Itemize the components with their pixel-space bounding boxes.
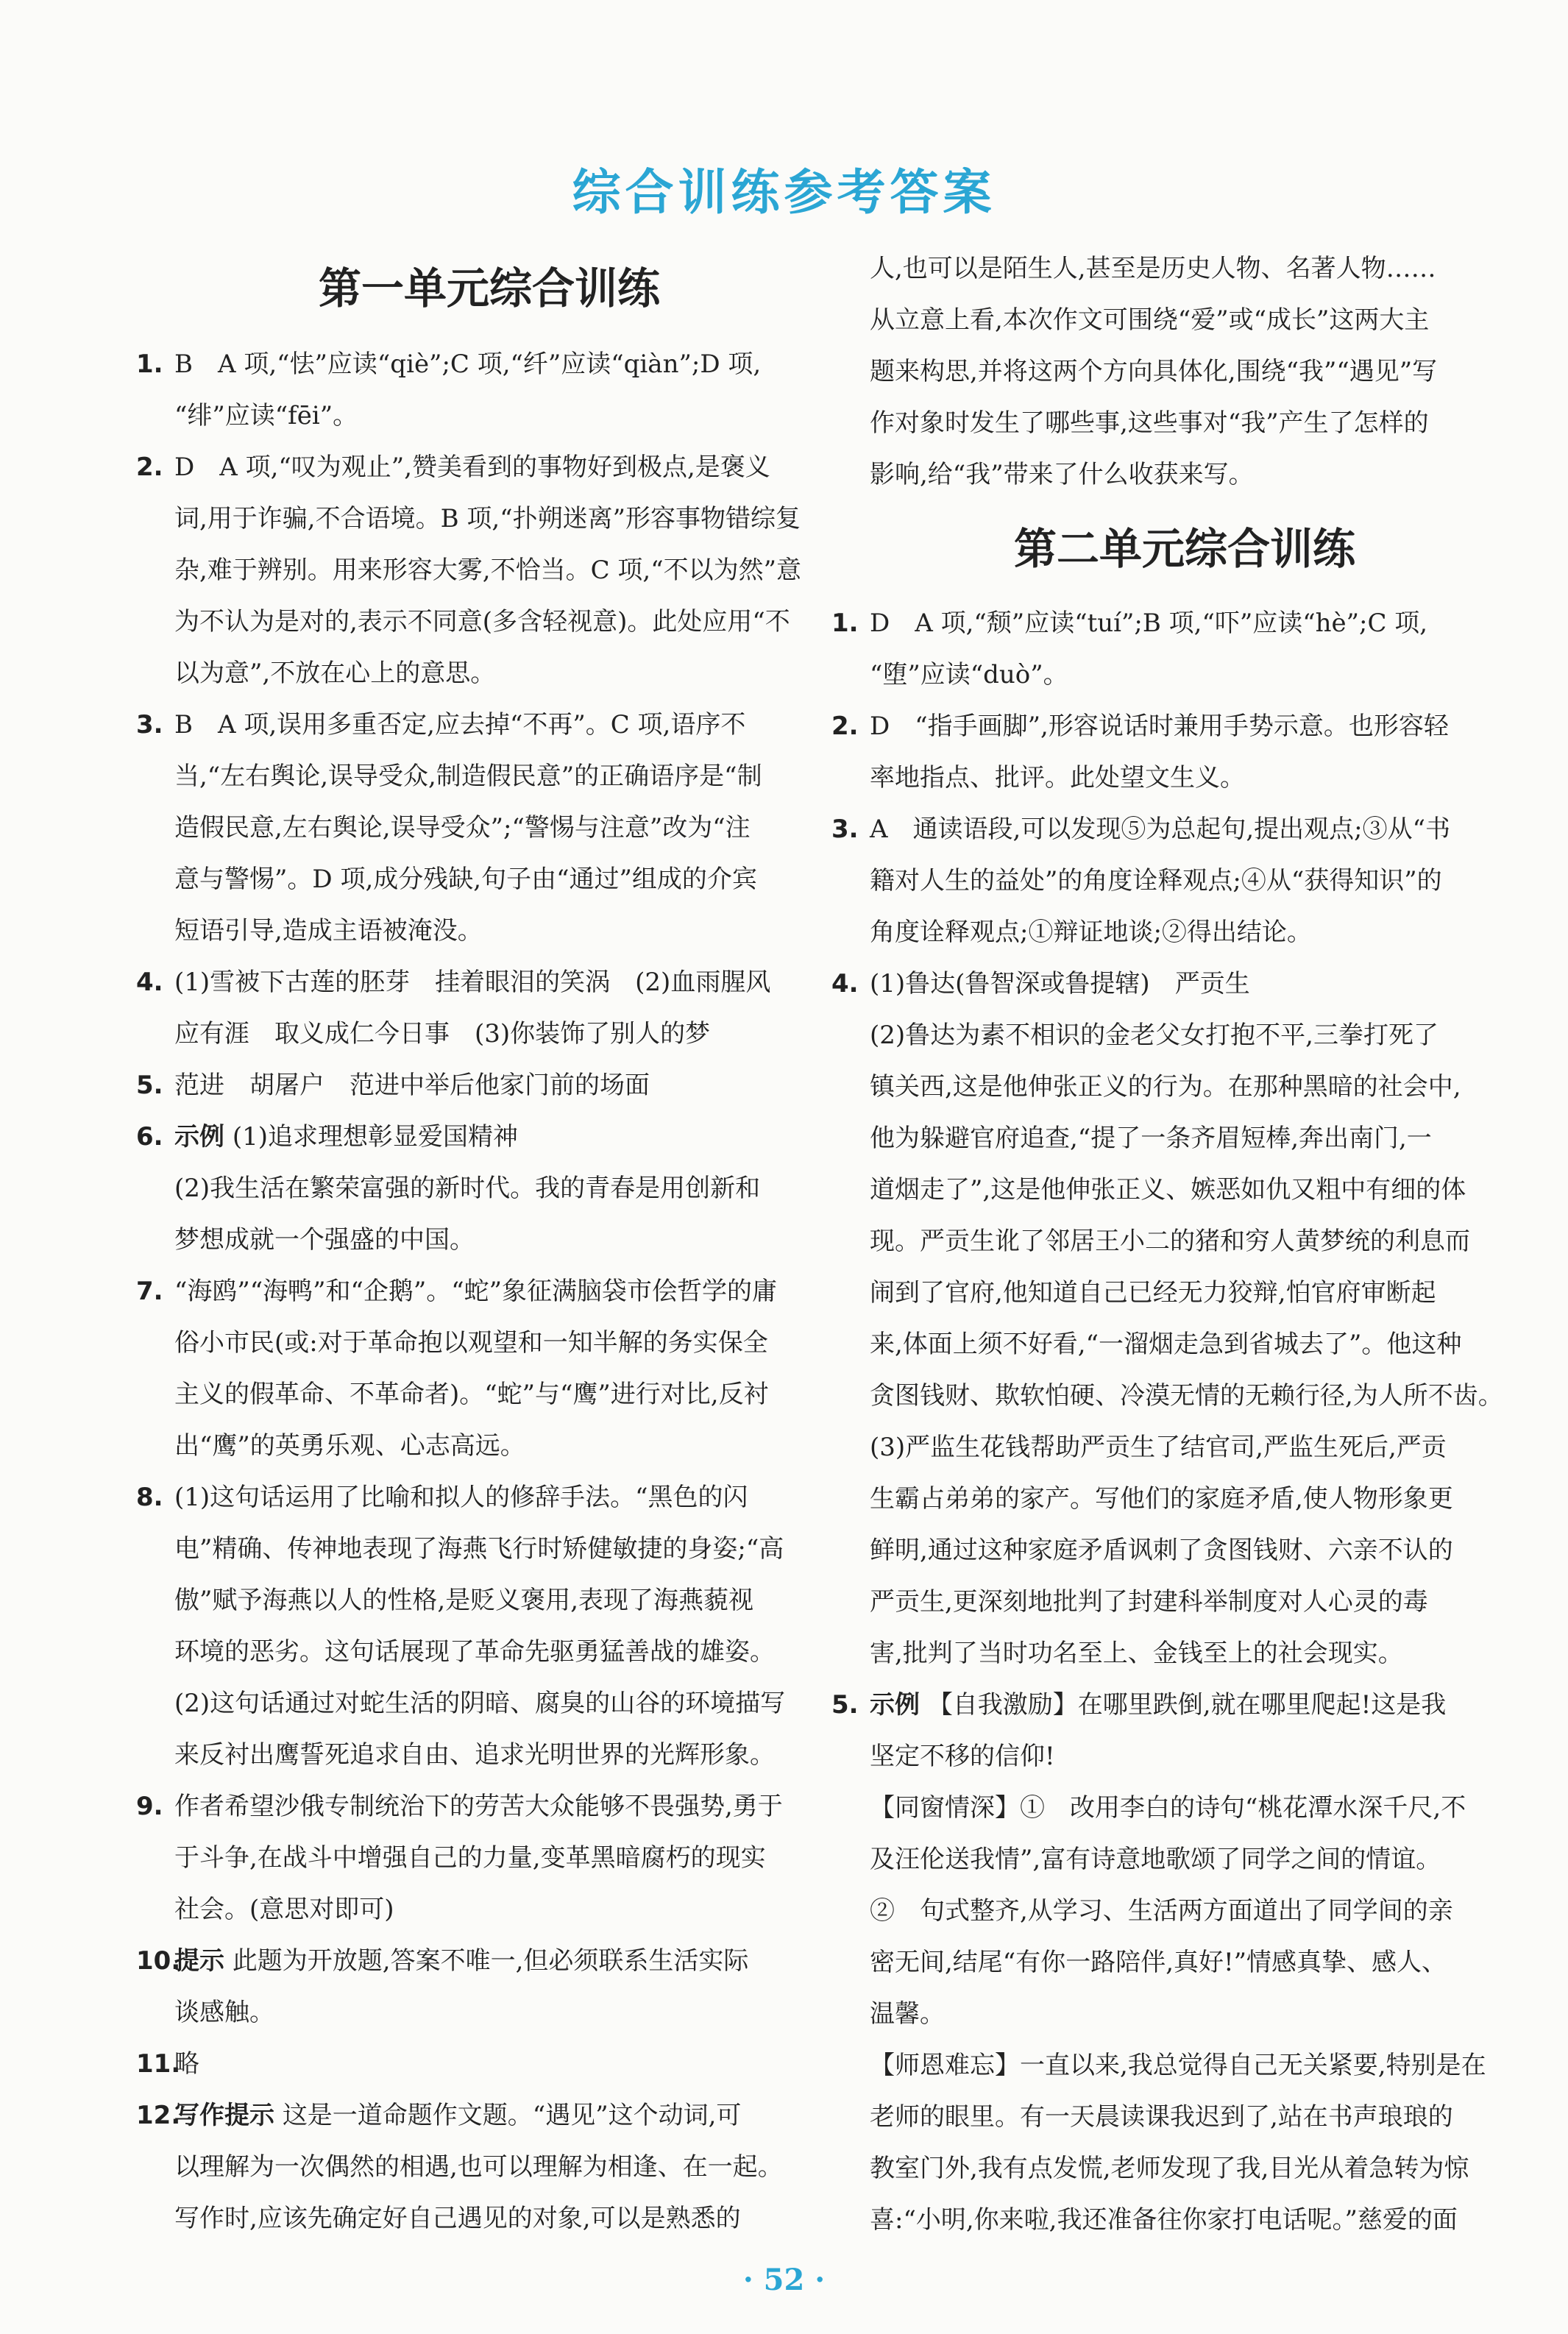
unit2-title: 第二单元综合训练 [1013, 524, 1355, 574]
answer-number: 3. [831, 815, 859, 844]
answer-line [174, 802, 842, 854]
answer-text: 坚定不移的信仰! [870, 1742, 1055, 1771]
answer-text: 【自我激励】在哪里跌倒,就在哪里爬起!这是我 [927, 1690, 1447, 1720]
answer-text: “堕”应读“duò”。 [870, 660, 1068, 689]
answer-line [174, 1111, 842, 1163]
answer-text: 道烟走了”,这是他伸张正义、嫉恶如仇又粗中有细的体 [870, 1175, 1466, 1205]
answer-line [174, 699, 842, 751]
answer-text: 于斗争,在战斗中增强自己的力量,变革黑暗腐朽的现实 [174, 1843, 766, 1873]
answer-text: “绯”应读“fēi”。 [174, 401, 358, 430]
answer-line [174, 1987, 842, 2038]
answer-line [870, 1113, 1538, 1164]
answer-text: 籍对人生的益处”的角度诠释观点;④从“获得知识”的 [870, 866, 1442, 895]
answer-line [174, 1266, 842, 1317]
unit1-answers [136, 338, 842, 2244]
answer-text: D A 项,“颓”应读“tuí”;B 项,“吓”应读“hè”;C 项, [870, 609, 1428, 638]
answer-line [870, 1164, 1538, 1216]
answer-line [870, 1473, 1538, 1525]
answer-line [870, 597, 1538, 649]
answer-text: 写作时,应该先确定好自己遇见的对象,可以是熟悉的 [174, 2204, 741, 2233]
answer-text: 严贡生,更深刻地批判了封建科举制度对人心灵的毒 [870, 1587, 1428, 1617]
answer-label: 提示 [174, 1946, 224, 1976]
answer-text: 闹到了官府,他知道自己已经无力狡辩,怕官府审断起 [870, 1278, 1436, 1308]
answer-text: 出“鹰”的英勇乐观、心志高远。 [174, 1431, 525, 1461]
answer-text: 贪图钱财、欺软怕硬、冷漠无情的无赖行径,为人所不齿。 [870, 1381, 1503, 1411]
answer-text: 作者希望沙俄专制统治下的劳苦大众能够不畏强势,勇于 [174, 1792, 783, 1821]
answer-line [870, 700, 1538, 752]
text-line: 【同窗情深】① 改用李白的诗句“桃花潭水深千尺,不 [870, 1793, 1466, 1823]
answer-text: (1)追求理想彰显爱国精神 [232, 1122, 518, 1152]
answer-item [136, 1266, 842, 1472]
answer-text: (1)这句话运用了比喻和拟人的修辞手法。“黑色的闪 [174, 1483, 748, 1512]
answer-line [174, 1884, 842, 1935]
answer-item [136, 2090, 842, 2244]
answer-number: 1. [831, 609, 859, 638]
text-line: 人,也可以是陌生人,甚至是历史人物、名著人物…… [870, 254, 1436, 283]
answer-label: 写作提示 [174, 2101, 274, 2130]
answer-line [870, 1731, 1538, 1782]
answer-line [174, 854, 842, 905]
right-column [831, 243, 1538, 2235]
answer-text: 范进 胡屠户 范进中举后他家门前的场面 [174, 1071, 650, 1100]
answer-line [174, 905, 842, 957]
answer-line [174, 1678, 842, 1729]
answer-label: 示例 [174, 1122, 224, 1152]
text-line: 密无间,结尾“有你一路陪伴,真好!”情感真挚、感人、 [870, 1948, 1447, 1977]
answer-line [174, 1626, 842, 1678]
text-line: 及汪伦送我情”,富有诗意地歌颂了同学之间的情谊。 [870, 1845, 1441, 1874]
answer-line [174, 1935, 842, 1987]
answer-text: 为不认为是对的,表示不同意(多含轻视意)。此处应用“不 [174, 607, 790, 636]
text-line: 题来构思,并将这两个方向具体化,围绕“我”“遇见”写 [870, 357, 1438, 386]
answer-line [174, 1369, 842, 1420]
answer-text: 现。严贡生讹了邻居王小二的猪和穷人黄梦统的利息而 [870, 1227, 1470, 1256]
answer-line [870, 958, 1538, 1010]
answer-line [870, 649, 1538, 700]
answer-text: B A 项,误用多重否定,应去掉“不再”。C 项,语序不 [174, 710, 746, 739]
text-line: 作对象时发生了哪些事,这些事对“我”产生了怎样的 [870, 408, 1429, 438]
answer-line [174, 751, 842, 802]
answer-item [136, 1781, 842, 1935]
answer-line [174, 1163, 842, 1214]
answer-text: “海鸥”“海鸭”和“企鹅”。“蛇”象征满脑袋市侩哲学的庸 [174, 1277, 778, 1306]
answer-item [831, 700, 1538, 804]
answer-line [174, 1575, 842, 1626]
answer-item [136, 441, 842, 699]
answer-text: D A 项,“叹为观止”,赞美看到的事物好到极点,是褒义 [174, 453, 770, 482]
answer-line [870, 1319, 1538, 1370]
answer-text: 梦想成就一个强盛的中国。 [174, 1225, 475, 1255]
answer-line [174, 596, 842, 648]
text-line: 影响,给“我”带来了什么收获来写。 [870, 460, 1254, 489]
answer-text: A 通读语段,可以发现⑤为总起句,提出观点;③从“书 [870, 815, 1451, 844]
answer-text: (2)我生活在繁荣富强的新时代。我的青春是用创新和 [174, 1174, 761, 1203]
answer-number: 9. [136, 1792, 163, 1821]
text-line: 老师的眼里。有一天晨读课我迟到了,站在书声琅琅的 [870, 2102, 1453, 2132]
answer-item [136, 1111, 842, 1266]
answer-line [870, 855, 1538, 907]
answer-line [870, 1525, 1538, 1576]
answer-number: 3. [136, 710, 163, 739]
answer-item [831, 804, 1538, 958]
answer-number: 1. [136, 350, 163, 379]
answer-line [174, 1472, 842, 1523]
answer-number: 6. [136, 1122, 163, 1152]
answer-item [831, 958, 1538, 1679]
answer-line [870, 1576, 1538, 1628]
answer-line [174, 957, 842, 1008]
answer-number: 4. [831, 969, 859, 998]
answer-label: 示例 [870, 1690, 920, 1720]
text-line: 【师恩难忘】一直以来,我总觉得自己无关紧要,特别是在 [870, 2051, 1486, 2080]
answer-line [174, 648, 842, 699]
left-column [136, 243, 842, 2233]
answer-number: 2. [831, 712, 859, 741]
answer-text: 以为意”,不放在心上的意思。 [174, 659, 496, 688]
answer-item [136, 1060, 842, 1111]
answer-text: 鲜明,通过这种家庭矛盾讽刺了贪图钱财、六亲不认的 [870, 1536, 1453, 1565]
answer-text: (2)鲁达为素不相识的金老父女打抱不平,三拳打死了 [870, 1021, 1438, 1050]
answer-line [174, 545, 842, 596]
answer-text: 谈感触。 [174, 1998, 274, 2027]
answer-line [174, 338, 842, 390]
answer-line [870, 1422, 1538, 1473]
answer-number: 10. [136, 1946, 181, 1976]
answer-line [174, 2141, 842, 2193]
answer-line [870, 1370, 1538, 1422]
unit1-writing-continuation [831, 243, 1538, 500]
answer-text: 造假民意,左右舆论,误导受众”;“警惕与注意”改为“注 [174, 813, 751, 843]
answer-line [174, 1523, 842, 1575]
answer-text: 意与警惕”。D 项,成分残缺,句子由“通过”组成的介宾 [174, 865, 757, 894]
answer-text: (3)严监生花钱帮助严贡生了结官司,严监生死后,严贡 [870, 1433, 1447, 1462]
answer-text: B A 项,“怯”应读“qiè”;C 项,“纤”应读“qiàn”;D 项, [174, 350, 762, 379]
answer-line [870, 1216, 1538, 1267]
answer-text: 俗小市民(或:对于革命抱以观望和一知半解的务实保全 [174, 1328, 768, 1358]
answer-item [831, 1679, 1538, 1782]
answer-line [174, 1420, 842, 1472]
answer-text: D “指手画脚”,形容说话时兼用手势示意。也形容轻 [870, 712, 1449, 741]
answer-text: 词,用于诈骗,不合语境。B 项,“扑朔迷离”形容事物错综复 [174, 504, 801, 533]
answer-text: 生霸占弟弟的家产。写他们的家庭矛盾,使人物形象更 [870, 1484, 1453, 1514]
text-line: 喜:“小明,你来啦,我还准备往你家打电话呢。”慈爱的面 [870, 2205, 1458, 2235]
answer-line [174, 1729, 842, 1781]
answer-line [174, 1781, 842, 1832]
answer-text: 镇关西,这是他伸张正义的行为。在那种黑暗的社会中, [870, 1072, 1461, 1102]
answer-line [174, 2193, 842, 2244]
answer-line [870, 1267, 1538, 1319]
answer-text: 主义的假革命、不革命者)。“蛇”与“鹰”进行对比,反衬 [174, 1380, 769, 1409]
answer-item [136, 2038, 842, 2090]
answer-line [174, 2090, 842, 2141]
text-line: ② 句式整齐,从学习、生活两方面道出了同学间的亲 [870, 1896, 1453, 1926]
answer-line [174, 390, 842, 441]
answer-text: 杂,难于辨别。用来形容大雾,不恰当。C 项,“不以为然”意 [174, 556, 802, 585]
answer-line [870, 907, 1538, 958]
answer-text: 来反衬出鹰誓死追求自由、追求光明世界的光辉形象。 [174, 1740, 775, 1770]
answer-text: 角度诠释观点;①辩证地谈;②得出结论。 [870, 918, 1312, 947]
answer-text: (2)这句话通过对蛇生活的阴暗、腐臭的山谷的环境描写 [174, 1689, 786, 1718]
answer-number: 11. [136, 2049, 181, 2079]
answer-text: 率地指点、批评。此处望文生义。 [870, 763, 1245, 792]
answer-text: 环境的恶劣。这句话展现了革命先驱勇猛善战的雄姿。 [174, 1637, 775, 1667]
answer-item [136, 957, 842, 1060]
answer-number: 7. [136, 1277, 163, 1306]
answer-text: 应有涯 取义成仁今日事 (3)你装饰了别人的梦 [174, 1019, 711, 1049]
answer-text: 害,批判了当时功名至上、金钱至上的社会现实。 [870, 1639, 1403, 1668]
answer-item [831, 597, 1538, 700]
answer-line [174, 1008, 842, 1060]
answer-line [870, 1679, 1538, 1731]
answer-text: 略 [174, 2049, 199, 2079]
answer-text: (1)鲁达(鲁智深或鲁提辖) 严贡生 [870, 969, 1250, 998]
text-line: 教室门外,我有点发慌,老师发现了我,目光从着急转为惊 [870, 2154, 1469, 2183]
answer-number: 2. [136, 453, 163, 482]
answer-line [870, 1061, 1538, 1113]
answer-line [870, 1628, 1538, 1679]
answer-text: 傲”赋予海燕以人的性格,是贬义褒用,表现了海燕藐视 [174, 1586, 753, 1615]
answer-text: 电”精确、传神地表现了海燕飞行时矫健敏捷的身姿;“高 [174, 1534, 784, 1564]
page-title: 综合训练参考答案 [572, 164, 996, 221]
answer-line [174, 1214, 842, 1266]
answer-text: (1)雪被下古莲的胚芽 挂着眼泪的笑涡 (2)血雨腥风 [174, 968, 771, 997]
answer-text: 来,体面上须不好看,“一溜烟走急到省城去了”。他这种 [870, 1330, 1462, 1359]
answer-number: 8. [136, 1483, 163, 1512]
answer-item [136, 338, 842, 441]
answer-line [870, 1010, 1538, 1061]
unit2-example-continuation [831, 1782, 1538, 2246]
text-line: 从立意上看,本次作文可围绕“爱”或“成长”这两大主 [870, 305, 1430, 335]
answer-line [174, 1832, 842, 1884]
answer-line [174, 1060, 842, 1111]
answer-number: 12. [136, 2101, 181, 2130]
answer-number: 4. [136, 968, 163, 997]
answer-text: 此题为开放题,答案不唯一,但必须联系生活实际 [232, 1946, 749, 1976]
answer-line [870, 752, 1538, 804]
unit1-title: 第一单元综合训练 [318, 263, 660, 313]
answer-number: 5. [136, 1071, 163, 1100]
answer-item [136, 1935, 842, 2038]
answer-line [174, 493, 842, 545]
answer-line [174, 441, 842, 493]
unit2-answers [831, 597, 1538, 1782]
answer-text: 社会。(意思对即可) [174, 1895, 394, 1924]
answer-text: 这是一道命题作文题。“遇见”这个动词,可 [282, 2101, 742, 2130]
text-line: 温馨。 [870, 1999, 945, 2029]
answer-number: 5. [831, 1690, 859, 1720]
answer-text: 他为躲避官府追查,“提了一条齐眉短棒,奔出南门,一 [870, 1124, 1432, 1153]
page-number: · 52 · [742, 2263, 826, 2297]
answer-text: 当,“左右舆论,误导受众,制造假民意”的正确语序是“制 [174, 762, 762, 791]
answer-text: 短语引导,造成主语被淹没。 [174, 916, 483, 946]
answer-item [136, 699, 842, 957]
answer-line [174, 1317, 842, 1369]
answer-line [870, 804, 1538, 855]
answer-line [174, 2038, 842, 2090]
answer-item [136, 1472, 842, 1781]
answer-text: 以理解为一次偶然的相遇,也可以理解为相逢、在一起。 [174, 2152, 783, 2182]
